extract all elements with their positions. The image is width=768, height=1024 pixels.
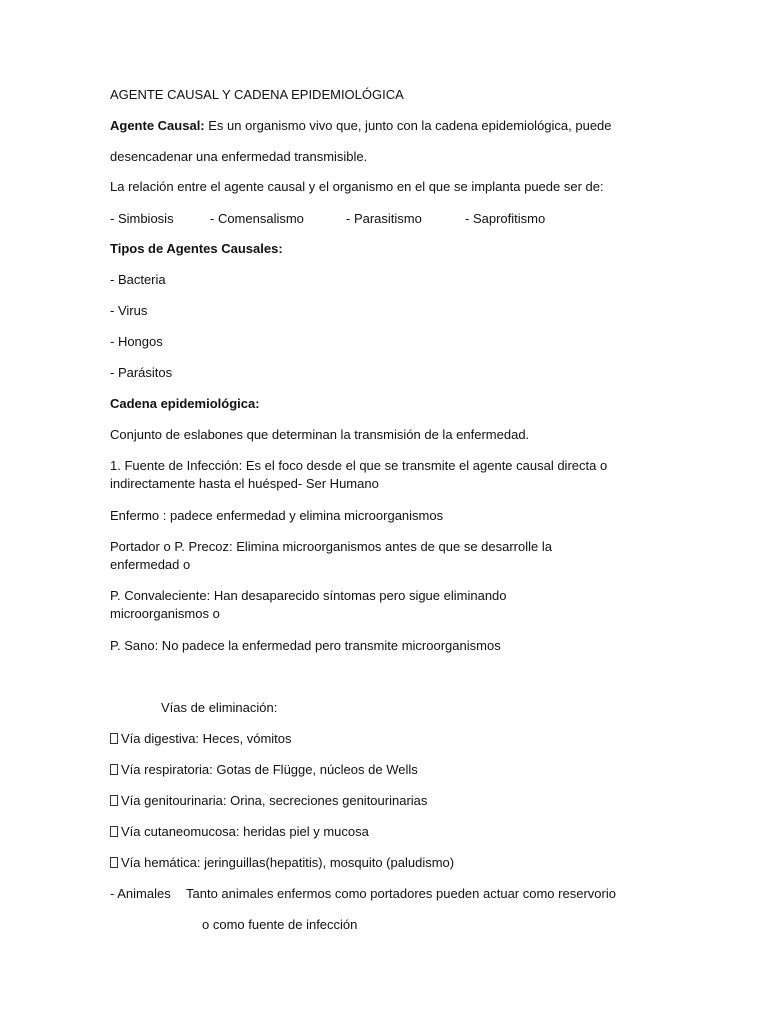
via-text: Vía cutaneomucosa: heridas piel y mucosa: [121, 824, 369, 839]
via-item: [110, 761, 418, 779]
relacion-item: - Comensalismo: [210, 211, 304, 226]
vias-heading: Vías de eliminación:: [161, 700, 278, 715]
sano-paragraph: P. Sano: No padece la enfermedad pero transmite microorganismos: [110, 638, 501, 653]
animales-continuation: o como fuente de infección: [202, 917, 358, 932]
missing-glyph-icon: [110, 826, 118, 837]
relacion-item: - Saprofitismo: [465, 211, 546, 226]
agente-paragraph: [110, 117, 612, 135]
via-text: Vía genitourinaria: Orina, secreciones genitourinarias: [121, 793, 428, 808]
missing-glyph-icon: [110, 733, 118, 744]
missing-glyph-icon: [110, 795, 118, 806]
fuente-paragraph: 1. Fuente de Infección: Es el foco desde el que se transmite el agente causal directa o indirectamente hasta el huésped- Ser Humano: [110, 458, 608, 491]
missing-glyph-icon: [110, 857, 118, 868]
cadena-definition: Conjunto de eslabones que determinan la transmisión de la enfermedad.: [110, 427, 530, 442]
portador-paragraph: Portador o P. Precoz: Elimina microorganismos antes de que se desarrolle la enfermedad o: [110, 539, 552, 572]
tipo-item: - Hongos: [110, 334, 163, 349]
via-text: Vía digestiva: Heces, vómitos: [121, 731, 292, 746]
relacion-item: - Parasitismo: [346, 211, 422, 226]
relacion-text: La relación entre el agente causal y el organismo en el que se implanta puede ser de:: [110, 179, 604, 194]
via-item: [110, 730, 292, 748]
agente-text: Es un organismo vivo que, junto con la cadena epidemiológica, puede: [204, 118, 612, 133]
enfermo-paragraph: Enfermo : padece enfermedad y elimina microorganismos: [110, 508, 444, 523]
animales-text: Tanto animales enfermos como portadores pueden actuar como reservorio: [186, 886, 616, 901]
via-text: Vía hemática: jeringuillas(hepatitis), mosquito (paludismo): [121, 855, 455, 870]
agente-label: Agente Causal:: [110, 118, 205, 133]
via-item: [110, 823, 369, 841]
agente-continuation: desencadenar una enfermedad transmisible.: [110, 149, 368, 164]
via-text: Vía respiratoria: Gotas de Flügge, núcleos de Wells: [121, 762, 418, 777]
tipos-heading: Tipos de Agentes Causales:: [110, 241, 283, 256]
relacion-item: - Simbiosis: [110, 211, 174, 226]
via-item: [110, 792, 427, 810]
tipo-item: - Virus: [110, 303, 148, 318]
animales-label: - Animales: [110, 886, 171, 901]
page-title: AGENTE CAUSAL Y CADENA EPIDEMIOLÓGICA: [110, 87, 404, 102]
missing-glyph-icon: [110, 764, 118, 775]
convaleciente-paragraph: P. Convaleciente: Han desaparecido síntomas pero sigue eliminando microorganismos o: [110, 588, 507, 621]
tipo-item: - Parásitos: [110, 365, 173, 380]
tipo-item: - Bacteria: [110, 272, 166, 287]
via-item: [110, 854, 454, 872]
cadena-heading: Cadena epidemiológica:: [110, 396, 260, 411]
